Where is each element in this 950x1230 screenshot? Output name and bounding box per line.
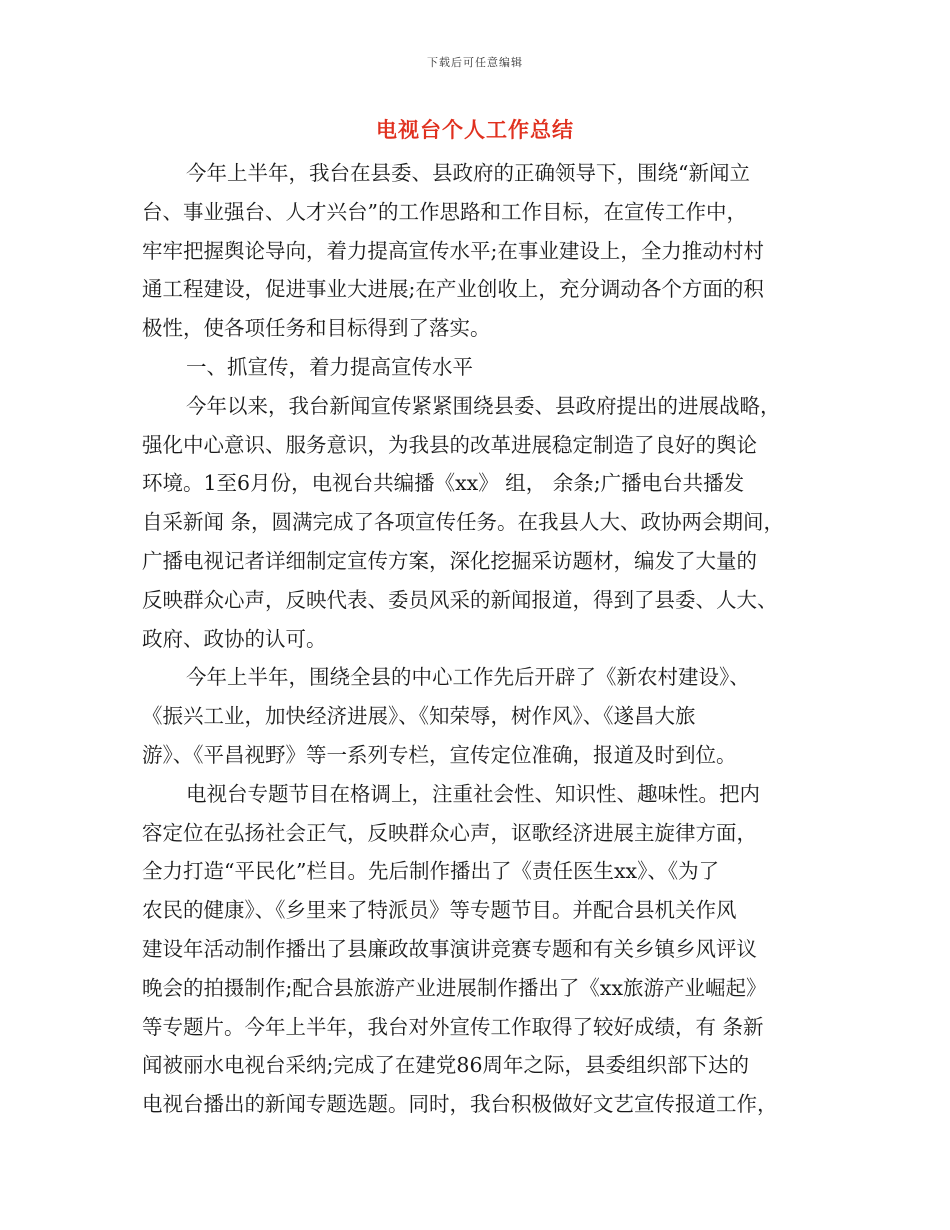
body-line: 今年以来，我台新闻宣传紧紧围绕县委、县政府提出的进展战略，	[186, 393, 781, 418]
body-line: 强化中心意识、服务意识，为我县的改革进展稳定制造了良好的舆论	[142, 432, 757, 457]
body-line: 全力打造“平民化”栏目。先后制作播出了《责任医生xx》、《为了	[142, 859, 720, 884]
body-line: 牢牢把握舆论导向，着力提高宣传水平;在事业建设上，全力推动村村	[142, 238, 764, 263]
body-line: 农民的健康》、《乡里来了特派员》等专题节目。并配合县机关作风	[142, 898, 737, 923]
body-line: 电视台专题节目在格调上，注重社会性、知识性、趣味性。把内	[186, 781, 760, 806]
body-line: 晚会的拍摄制作;配合县旅游产业进展制作播出了《xx旅游产业崛起》	[142, 975, 767, 1000]
body-line: 建设年活动制作播出了县廉政故事演讲竞赛专题和有关乡镇乡风评议	[142, 936, 757, 961]
body-line: 一、抓宣传，着力提高宣传水平	[186, 354, 473, 379]
body-line: 极性，使各项任务和目标得到了落实。	[142, 316, 491, 341]
body-line: 环境。1至6月份，电视台共编播《xx》 组， 余条;广播电台共播发	[142, 471, 745, 496]
body-line: 今年上半年，我台在县委、县政府的正确领导下，围绕“新闻立	[186, 161, 750, 185]
document-title: 电视台个人工作总结	[376, 117, 574, 142]
body-line: 电视台播出的新闻专题选题。同时，我台积极做好文艺宣传报道工作，	[142, 1092, 778, 1117]
header-note: 下载后可任意编辑	[427, 56, 523, 69]
body-line: 今年上半年，围绕全县的中心工作先后开辟了《新农村建设》、	[186, 665, 750, 690]
body-line: 广播电视记者详细制定宣传方案，深化挖掘采访题材，编发了大量的	[142, 548, 757, 573]
body-line: 游》、《平昌视野》等一系列专栏，宣传定位准确，报道及时到位。	[142, 742, 737, 767]
body-line: 政府、政协的认可。	[142, 626, 327, 651]
document-body	[142, 154, 814, 1124]
body-line: 闻被丽水电视台采纳;完成了在建党86周年之际，县委组织部下达的	[142, 1053, 749, 1078]
body-line: 容定位在弘扬社会正气，反映群众心声，讴歌经济进展主旋律方面，	[142, 820, 757, 845]
body-line: 通工程建设，促进事业大进展;在产业创收上，充分调动各个方面的积	[142, 277, 764, 302]
body-line: 反映群众心声，反映代表、委员风采的新闻报道，得到了县委、人大、	[142, 587, 778, 612]
body-line: 自采新闻 条，圆满完成了各项宣传任务。在我县人大、政协两会期间，	[142, 510, 785, 535]
body-line: 等专题片。今年上半年，我台对外宣传工作取得了较好成绩，有 条新	[142, 1014, 764, 1039]
body-line: 《振兴工业，加快经济进展》、《知荣辱，树作风》、《遂昌大旅	[142, 704, 696, 729]
body-line: 台、事业强台、人才兴台”的工作思路和工作目标，在宣传工作中，	[142, 199, 747, 224]
